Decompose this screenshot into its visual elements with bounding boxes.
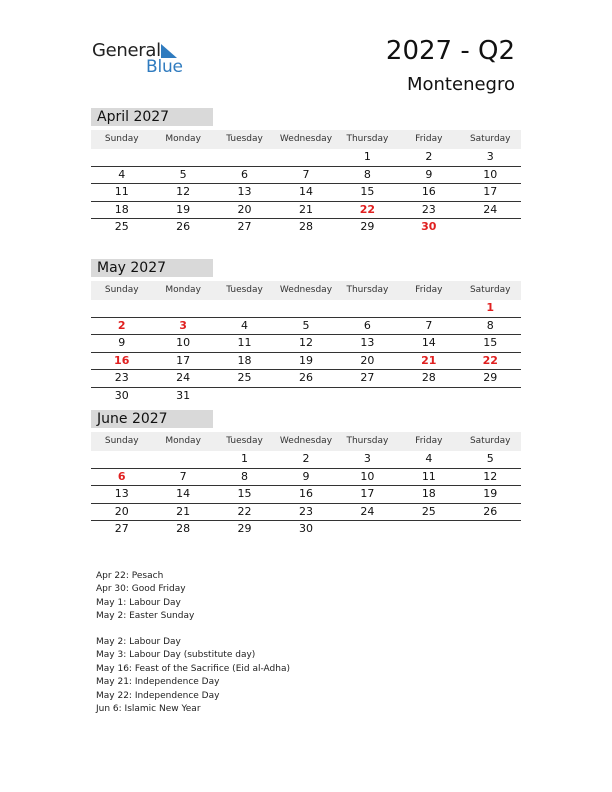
day-cell: 11 — [237, 336, 252, 350]
day-cell: 27 — [237, 220, 252, 234]
day-cell: 8 — [363, 167, 371, 181]
day-cell: 4 — [425, 452, 433, 465]
day-cell: 20 — [237, 202, 252, 216]
week-row — [91, 219, 521, 236]
day-cell — [275, 300, 336, 317]
weekday-label: Thursday — [346, 436, 389, 446]
day-cell: 25 — [237, 371, 252, 385]
day-cell: 11 — [421, 469, 436, 483]
weekday-label: Monday — [165, 436, 201, 446]
weekday-label: Sunday — [104, 285, 139, 295]
holiday-note: May 16: Feast of the Sacrifice (Eid al-Adha) — [96, 663, 290, 674]
day-cell: 9 — [118, 336, 126, 350]
weekday-label: Saturday — [469, 134, 511, 144]
day-cell — [275, 388, 336, 405]
day-cell: 25 — [421, 504, 436, 518]
weekday-label: Tuesday — [226, 285, 263, 295]
holiday-note: May 2: Labour Day — [96, 637, 181, 647]
day-cell — [214, 149, 275, 166]
day-cell: 16 — [298, 487, 313, 501]
holiday-note: May 3: Labour Day (substitute day) — [96, 650, 256, 661]
week-row — [91, 370, 521, 388]
day-cell — [460, 521, 521, 538]
week-row — [91, 353, 521, 371]
week-row — [91, 388, 521, 405]
day-cell: 13 — [360, 336, 375, 350]
day-cell: 24 — [483, 202, 498, 216]
holiday-day-cell: 3 — [179, 318, 187, 332]
week-row — [91, 300, 521, 318]
weekday-label: Monday — [165, 285, 201, 295]
month-block-april — [91, 108, 521, 236]
day-cell: 21 — [176, 504, 191, 518]
day-cell: 13 — [237, 185, 252, 199]
day-cell — [398, 521, 459, 538]
day-cell: 23 — [421, 202, 436, 216]
day-cell: 12 — [176, 185, 191, 199]
day-cell: 20 — [114, 504, 129, 518]
day-cell: 22 — [237, 504, 252, 518]
day-cell: 28 — [176, 522, 191, 536]
day-cell: 9 — [302, 469, 310, 483]
day-cell: 4 — [241, 318, 249, 332]
page-title: 2027 - Q2 — [385, 36, 515, 66]
day-cell — [91, 300, 152, 317]
week-row — [91, 167, 521, 185]
day-cell: 31 — [176, 388, 191, 402]
holiday-note: May 1: Labour Day — [96, 597, 181, 608]
day-cell: 21 — [298, 202, 313, 216]
weekday-label: Saturday — [469, 436, 511, 446]
logo-triangle-icon — [161, 44, 177, 58]
day-cell: 28 — [298, 220, 313, 234]
holiday-note: May 21: Independence Day — [96, 677, 220, 688]
day-cell: 10 — [360, 469, 375, 483]
day-cell: 5 — [179, 167, 187, 181]
week-row — [91, 451, 521, 469]
day-cell: 28 — [421, 371, 436, 385]
week-row — [91, 486, 521, 504]
day-cell: 15 — [237, 487, 252, 501]
logo-word-blue: Blue — [146, 57, 183, 77]
week-row — [91, 184, 521, 202]
day-cell: 10 — [483, 167, 498, 181]
day-cell: 7 — [179, 469, 187, 483]
day-cell — [275, 149, 336, 166]
day-cell: 19 — [176, 202, 191, 216]
day-cell: 4 — [118, 167, 126, 181]
weekday-label: Tuesday — [226, 436, 263, 446]
week-row — [91, 469, 521, 487]
day-cell: 17 — [483, 185, 498, 199]
day-cell: 23 — [114, 371, 129, 385]
day-cell: 29 — [237, 522, 252, 536]
holiday-day-cell: 16 — [114, 353, 130, 367]
week-row — [91, 318, 521, 336]
weekday-label: Wednesday — [279, 134, 333, 144]
day-cell — [152, 300, 213, 317]
day-cell: 27 — [360, 371, 375, 385]
day-cell: 14 — [421, 336, 436, 350]
day-cell: 3 — [363, 452, 371, 465]
day-cell: 15 — [483, 336, 498, 350]
holiday-day-cell: 22 — [359, 202, 376, 216]
day-cell — [337, 521, 398, 538]
day-cell — [152, 451, 213, 468]
week-row — [91, 149, 521, 167]
week-row — [91, 335, 521, 353]
holiday-day-cell: 2 — [117, 318, 126, 332]
weekday-label: Sunday — [104, 134, 139, 144]
day-cell: 20 — [360, 353, 375, 367]
day-cell: 17 — [360, 487, 375, 501]
day-cell: 25 — [114, 220, 129, 234]
day-cell: 18 — [421, 487, 436, 501]
day-cell: 19 — [298, 353, 313, 367]
day-cell: 14 — [176, 487, 191, 501]
day-cell: 2 — [425, 150, 433, 163]
weekday-label: Friday — [415, 436, 443, 446]
day-cell: 23 — [298, 504, 313, 518]
holiday-day-cell: 6 — [117, 469, 126, 483]
logo-word-general: General — [92, 40, 161, 61]
country-name: Montenegro — [406, 74, 515, 95]
weekday-label: Sunday — [104, 436, 139, 446]
month-title: April 2027 — [91, 108, 213, 126]
holiday-note: Jun 6: Islamic New Year — [96, 704, 201, 715]
weekday-header-row — [91, 130, 521, 149]
day-cell: 30 — [298, 522, 313, 536]
day-cell: 8 — [241, 469, 249, 483]
day-cell — [337, 300, 398, 317]
day-cell: 2 — [302, 452, 310, 465]
month-block-june — [91, 410, 521, 538]
day-cell: 26 — [176, 220, 191, 234]
day-cell — [460, 219, 521, 236]
day-cell: 1 — [363, 150, 371, 163]
day-cell — [214, 300, 275, 317]
weekday-label: Monday — [165, 134, 201, 144]
weekday-label: Wednesday — [279, 436, 333, 446]
day-cell: 7 — [302, 167, 310, 181]
day-cell: 29 — [483, 371, 498, 385]
day-cell: 10 — [176, 336, 191, 350]
day-cell: 16 — [421, 185, 436, 199]
day-cell: 1 — [241, 452, 249, 465]
week-row — [91, 521, 521, 538]
day-cell: 6 — [363, 318, 371, 332]
holiday-day-cell: 21 — [421, 353, 437, 367]
day-cell: 27 — [114, 522, 129, 536]
holiday-day-cell: 30 — [421, 220, 437, 234]
weekday-label: Saturday — [469, 285, 511, 295]
weekday-header-row — [91, 432, 521, 451]
day-cell — [398, 388, 459, 405]
day-cell: 12 — [483, 469, 498, 483]
day-cell — [214, 388, 275, 405]
day-cell: 8 — [486, 318, 494, 332]
day-cell: 17 — [176, 353, 191, 367]
day-cell: 9 — [425, 167, 433, 181]
weekday-header-row — [91, 281, 521, 300]
weekday-label: Thursday — [346, 134, 389, 144]
month-title: June 2027 — [91, 410, 213, 428]
week-row — [91, 504, 521, 522]
month-block-may — [91, 259, 521, 405]
day-cell — [460, 388, 521, 405]
day-cell — [91, 149, 152, 166]
day-cell: 3 — [486, 150, 494, 163]
day-cell — [398, 300, 459, 317]
month-title: May 2027 — [91, 259, 213, 277]
day-cell — [91, 451, 152, 468]
day-cell: 12 — [298, 336, 313, 350]
day-cell — [152, 149, 213, 166]
day-cell: 24 — [360, 504, 375, 518]
day-cell: 19 — [483, 487, 498, 501]
weekday-label: Friday — [415, 285, 443, 295]
day-cell: 24 — [176, 371, 191, 385]
holiday-day-cell: 22 — [482, 353, 498, 367]
day-cell: 18 — [114, 202, 129, 216]
day-cell: 11 — [114, 185, 129, 199]
weekday-label: Tuesday — [226, 134, 263, 144]
brand-logo — [92, 40, 192, 80]
holiday-note: May 2: Easter Sunday — [96, 611, 195, 622]
day-cell: 13 — [114, 487, 129, 501]
holiday-notes-group-1 — [96, 570, 194, 624]
day-cell: 26 — [483, 504, 498, 518]
holiday-day-cell: 1 — [486, 301, 495, 314]
weekday-label: Friday — [415, 134, 443, 144]
day-cell: 6 — [241, 167, 249, 181]
day-cell: 14 — [298, 185, 313, 199]
week-row — [91, 202, 521, 220]
day-cell: 18 — [237, 353, 252, 367]
day-cell: 26 — [298, 371, 313, 385]
day-cell — [337, 388, 398, 405]
holiday-note: May 22: Independence Day — [96, 690, 220, 701]
holiday-note: Apr 22: Pesach — [96, 571, 164, 581]
day-cell: 5 — [486, 452, 494, 465]
day-cell: 29 — [360, 220, 375, 234]
weekday-label: Wednesday — [279, 285, 333, 295]
day-cell: 7 — [425, 318, 433, 332]
day-cell: 15 — [360, 185, 375, 199]
holiday-note: Apr 30: Good Friday — [96, 584, 186, 595]
day-cell: 30 — [114, 388, 129, 402]
weekday-label: Thursday — [346, 285, 389, 295]
day-cell: 5 — [302, 318, 310, 332]
holiday-notes-group-2 — [96, 636, 290, 716]
